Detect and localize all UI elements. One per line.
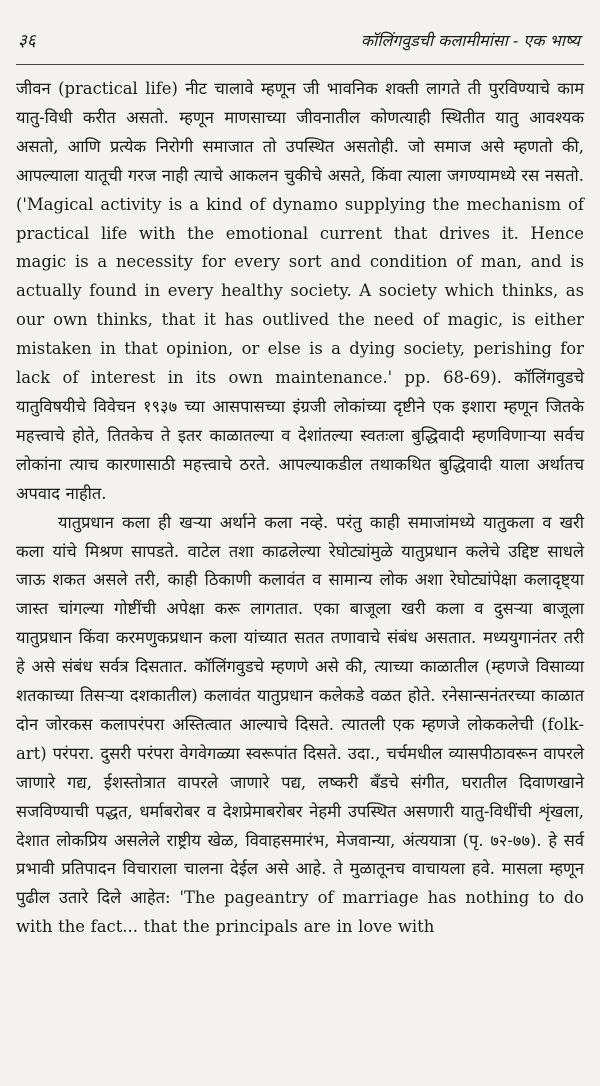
paragraph-2: यातुप्रधान कला ही खऱ्या अर्थाने कला नव्हे. परंतु काही समाजांमध्ये यातुकला व खरी कला यांचे मिश्रण सापडते. वाटेल तशा काढलेल्या रेघोट्यांमुळे यातुप्रधान कलेचे उद्दिष्ट साधले जाऊ शकत असले तरी, काही ठिकाणी कलावंत व सामान्य लोक अशा रेघोट्यांपेक्षा कलादृष्ट्या जास्त चांगल्या गोष्टींची अपेक्षा करू लागतात. एका बाजूला खरी कला व दुसऱ्या बाजूला यातुप्रधान किंवा करमणुकप्रधान कला यांच्यात सतत तणावाचे संबंध असतात. मध्ययुगानंतर तरी हे असे संबंध सर्वत्र दिसतात. कॉलिंगवुडचे म्हणणे असे की, त्याच्या काळातील (म्हणजे विसाव्या शतकाच्या तिसऱ्या दशकातील) कलावंत यातुप्रधान कलेकडे वळत होते. रनेसान्सनंतरच्या काळात दोन जोरकस कलापरंपरा अस्तित्वात आल्याचे दिसते. त्यातली एक म्हणजे लोककलेची (folk-art) परंपरा. दुसरी परंपरा वेगवेगळ्या स्वरूपांत दिसते. उदा., चर्चमधील व्यासपीठावरून वापरले जाणारे गद्य, ईशस्तोत्रात वापरले जाणारे पद्य, लष्करी बँडचे संगीत, घरातील दिवाणखाने सजविण्याची पद्धत, धर्माबरोबर व देशप्रेमाबरोबर नेहमी उपस्थित असणारी यातु-विधींची शृंखला, देशात लोकप्रिय असलेले राष्ट्रीय खेळ, विवाहसमारंभ, मेजवान्या, अंत्ययात्रा (पृ. ७२-७७). हे सर्व प्रभावी प्रतिपादन विचाराला चालना देईल असे आहे. ते मुळातूनच वाचायला हवे. मासला म्हणून पुढील उतारे दिले आहेत: 'The pageantry of marriage has nothing to do with the fact... that the principals are in love with	[16, 512, 584, 937]
body-text	[16, 75, 584, 942]
paragraph-1: जीवन (practical life) नीट चालावे म्हणून जी भावनिक शक्ती लागते ती पुरविण्याचे काम यातु-विधी करीत असतो. म्हणून माणसाच्या जीवनातील कोणत्याही स्थितीत यातु आवश्यक असतो, आणि प्रत्येक निरोगी समाजात तो उपस्थित असतोही. जो समाज असे म्हणतो की, आपल्याला यातूची गरज नाही त्याचे आकलन चुकीचे असते, किंवा त्याला जगण्यामध्ये रस नसतो. ('Magical activity is a kind of dynamo supplying the mechanism of practical life with the emotional current that drives it. Hence magic is a necessity for every sort and condition of man, and is actually found in every healthy society. A society which thinks, as our own thinks, that it has outlived the need of magic, is either mistaken in that opinion, or else is a dying society, perishing for lack of interest in its own maintenance.' pp. 68-69). कॉलिंगवुडचे यातुविषयीचे विवेचन १९३७ च्या आसपासच्या इंग्रजी लोकांच्या दृष्टीने एक इशारा म्हणून जितके महत्त्वाचे होते, तितकेच ते इतर काळातल्या व देशांतल्या स्वतःला बुद्धिवादी म्हणविणाऱ्या सर्वच लोकांना त्याच कारणासाठी महत्त्वाचे ठरते. आपल्याकडील तथाकथित बुद्धिवादी याला अर्थातच अपवाद नाहीत.	[16, 79, 584, 503]
running-title: कॉलिंगवुडची कलामीमांसा - एक भाष्य	[360, 31, 580, 50]
page-number: ३६	[18, 31, 36, 51]
page-header	[16, 28, 584, 65]
